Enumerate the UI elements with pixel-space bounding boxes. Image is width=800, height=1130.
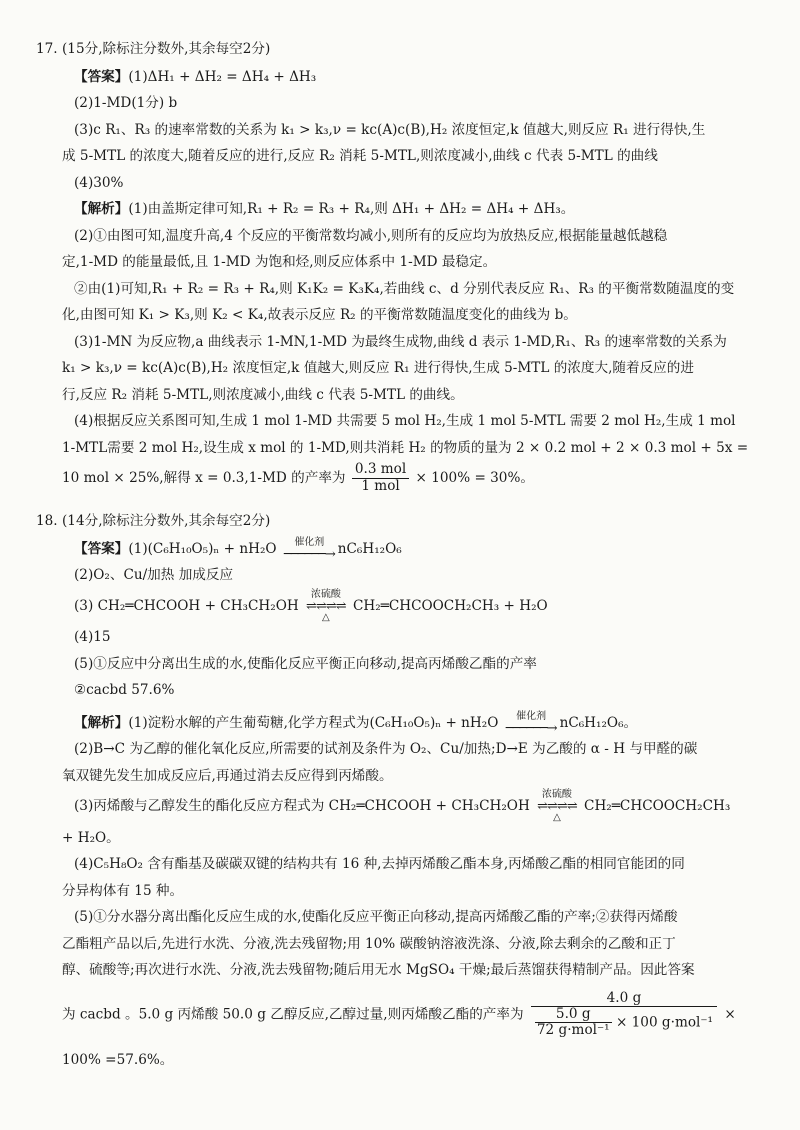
times-sign: × (724, 1005, 736, 1022)
q18-analysis-p2-l2: 氧双键先发生加成反应后,再通过消去反应得到丙烯酸。 (62, 767, 393, 784)
q18-answer-a1: 【答案】(1)(C₆H₁₀O₅)ₙ + nH₂O 催化剂 ──────→ nC₆H₁₂O₆ (74, 536, 402, 562)
equilibrium-arrow: 浓硫酸 ⇌⇌⇌⇌ △ (306, 588, 346, 623)
q18-analysis-p3: (3)丙烯酸与乙醇发生的酯化反应方程式为 CH₂═CHCOOH + CH₃CH₂OH 浓硫酸 ⇌⇌⇌⇌ △ CH₂═CHCOOCH₂CH₃ (74, 789, 731, 824)
q18-analysis-p5-l4: 为 cacbd 。5.0 g 丙烯酸 50.0 g 乙醇反应,乙醇过量,则丙烯酸乙酯的产率为 4.0 g $\frac{5.0 g}{\text{72 g·mol⁻¹}}$ × 100 g·mol⁻¹ × (62, 989, 736, 1039)
q18-analysis-p4-l1: (4)C₅H₈O₂ 含有酯基及碳碳双键的结构共有 16 种,去掉丙烯酸乙酯本身,丙烯酸乙酯的相同官能团的同 (74, 856, 685, 873)
q18-analysis-p4-l2: 分异构体有 15 种。 (62, 882, 184, 899)
q18-answer-a3: (3) CH₂═CHCOOH + CH₃CH₂OH 浓硫酸 ⇌⇌⇌⇌ △ CH₂═CHCOOCH₂CH₃ + H₂O (74, 588, 548, 623)
q18-answer-a4: (4)15 (74, 629, 111, 646)
q17-analysis-p2-l1: (2)①由图可知,温度升高,4 个反应的平衡常数均减小,则所有的反应均为放热反应,根据能量越低越稳 (74, 227, 668, 244)
q17-number: 17. (36, 41, 58, 57)
q18-number: 18. (36, 513, 58, 530)
q18-analysis-p1: 【解析】(1)淀粉水解的产生葡萄糖,化学方程式为(C₆H₁₀O₅)ₙ + nH₂O 催化剂 ──────→ nC₆H₁₂O₆。 (74, 710, 638, 736)
q17-answer-a3-l1: (3)c R₁、R₃ 的速率常数的关系为 k₁ > k₃,ν = kc(A)c(B),H₂ 浓度恒定,k 值越大,则反应 R₁ 进行得快,生 (74, 121, 706, 138)
q17-analysis-p2-l2: 定,1-MD 的能量最低,且 1-MD 为饱和烃,则反应体系中 1-MD 最稳定。 (62, 254, 497, 270)
q17-header (36, 36, 760, 63)
q17-answer-a4: (4)30% (74, 174, 124, 191)
ester-yield-fraction: 4.0 g $\frac{5.0 g}{\text{72 g·mol⁻¹}}$ × 100 g·mol⁻¹ (531, 990, 717, 1040)
q18-answer-a2: (2)O₂、Cu/加热 加成反应 (74, 567, 234, 584)
catalyst-arrow-2: 催化剂 ──────→ (505, 710, 557, 736)
q17-analysis-tag: 【解析】 (74, 201, 129, 217)
q18-answer-a5b: ②cacbd 57.6% (74, 682, 175, 699)
catalyst-arrow: 催化剂 ──────→ (283, 536, 335, 562)
q18-analysis-p5-l3: 醇、硫酸等;再次进行水洗、分液,洗去残留物;随后用无水 MgSO₄ 干燥;最后蒸馏获得精制产品。因此答案 (62, 962, 695, 979)
equilibrium-arrow-2: 浓硫酸 ⇌⇌⇌⇌ △ (537, 789, 577, 824)
q18-analysis-p3-l2: + H₂O。 (62, 829, 120, 846)
q18-analysis-tag: 【解析】 (74, 714, 129, 731)
q17-analysis-p4-l2: 1-MTL需要 2 mol H₂,设生成 x mol 的 1-MD,则共消耗 H₂ 的物质的量为 2 × 0.2 mol + 2 × 0.3 mol + 5x = (62, 439, 749, 456)
q18-header (36, 508, 760, 535)
q17-answer-tag: 【答案】 (74, 68, 129, 85)
q17-analysis-p2b-l1: ②由(1)可知,R₁ + R₂ = R₃ + R₄,则 K₁K₂ = K₃K₄,若曲线 c、d 分别代表反应 R₁、R₃ 的平衡常数随温度的变 (74, 280, 735, 297)
q18-analysis-p5-l5: 100% =57.6%。 (62, 1052, 174, 1069)
moles-fraction: $\frac{5.0 g}{\text{72 g·mol⁻¹}}$ (536, 1005, 610, 1039)
q17-answer-a2: (2)1-MD(1分) b (74, 95, 178, 111)
q17-analysis-p4-l3: 10 mol × 25%,解得 x = 0.3,1-MD 的产率为 $\frac{\text{0.3 mol}}{\text{1 mol}}$ × 100% = 30%。 (62, 461, 534, 494)
q17-analysis-p1: 【解析】(1)由盖斯定律可知,R₁ + R₂ = R₃ + R₄,则 ΔH₁ + ΔH₂ = ΔH₄ + ΔH₃。 (74, 201, 575, 217)
q17-analysis-p3-l3: 行,反应 R₂ 消耗 5-MTL,则浓度减小,曲线 c 代表 5-MTL 的曲线。 (62, 386, 464, 403)
q17-analysis-p3-l1: (3)1-MN 为反应物,a 曲线表示 1-MN,1-MD 为最终生成物,曲线 d 表示 1-MD,R₁、R₃ 的速率常数的关系为 (74, 333, 727, 350)
q17-analysis-p3-l2: k₁ > k₃,ν = kc(A)c(B),H₂ 浓度恒定,k 值越大,则反应 R₁ 进行得快,生成 5-MTL 的浓度大,随着反应的进 (62, 360, 694, 376)
q17-header-text: (15分,除标注分数外,其余每空2分) (62, 41, 271, 57)
q18-header-text: (14分,除标注分数外,其余每空2分) (62, 513, 271, 530)
q18-answer-tag: 【答案】 (74, 540, 129, 557)
q18-analysis-p5-l1: (5)①分水器分离出酯化反应生成的水,使酯化反应平衡正向移动,提高丙烯酸乙酯的产率;②获得丙烯酸 (74, 909, 678, 926)
yield-fraction: $\frac{\text{0.3 mol}}{\text{1 mol}}$ (352, 462, 409, 494)
q18-answer-a5a: (5)①反应中分离出生成的水,使酯化反应平衡正向移动,提高丙烯酸乙酯的产率 (74, 655, 537, 672)
q17-answer-a3-l2: 成 5-MTL 的浓度大,随着反应的进行,反应 R₂ 消耗 5-MTL,则浓度减小,曲线 c 代表 5-MTL 的曲线 (62, 148, 658, 164)
q17-analysis-p4-l1: (4)根据反应关系图可知,生成 1 mol 1-MD 共需要 5 mol H₂,生成 1 mol 5-MTL 需要 2 mol H₂,生成 1 mol (74, 413, 736, 429)
q17-answer-a1: 【答案】(1)ΔH₁ + ΔH₂ = ΔH₄ + ΔH₃ (74, 68, 317, 85)
q18-analysis-p5-l2: 乙酯粗产品以后,先进行水洗、分液,洗去残留物;用 10% 碳酸钠溶液洗涤、分液,除去剩余的乙酸和正丁 (62, 935, 676, 952)
q18-analysis-p2-l1: (2)B→C 为乙醇的催化氧化反应,所需要的试剂及条件为 O₂、Cu/加热;D→E 为乙酸的 α - H 与甲醛的碳 (74, 741, 698, 758)
q17-analysis-p2b-l2: 化,由图可知 K₁ > K₃,则 K₂ < K₄,故表示反应 R₂ 的平衡常数随温度变化的曲线为 b。 (62, 307, 577, 323)
